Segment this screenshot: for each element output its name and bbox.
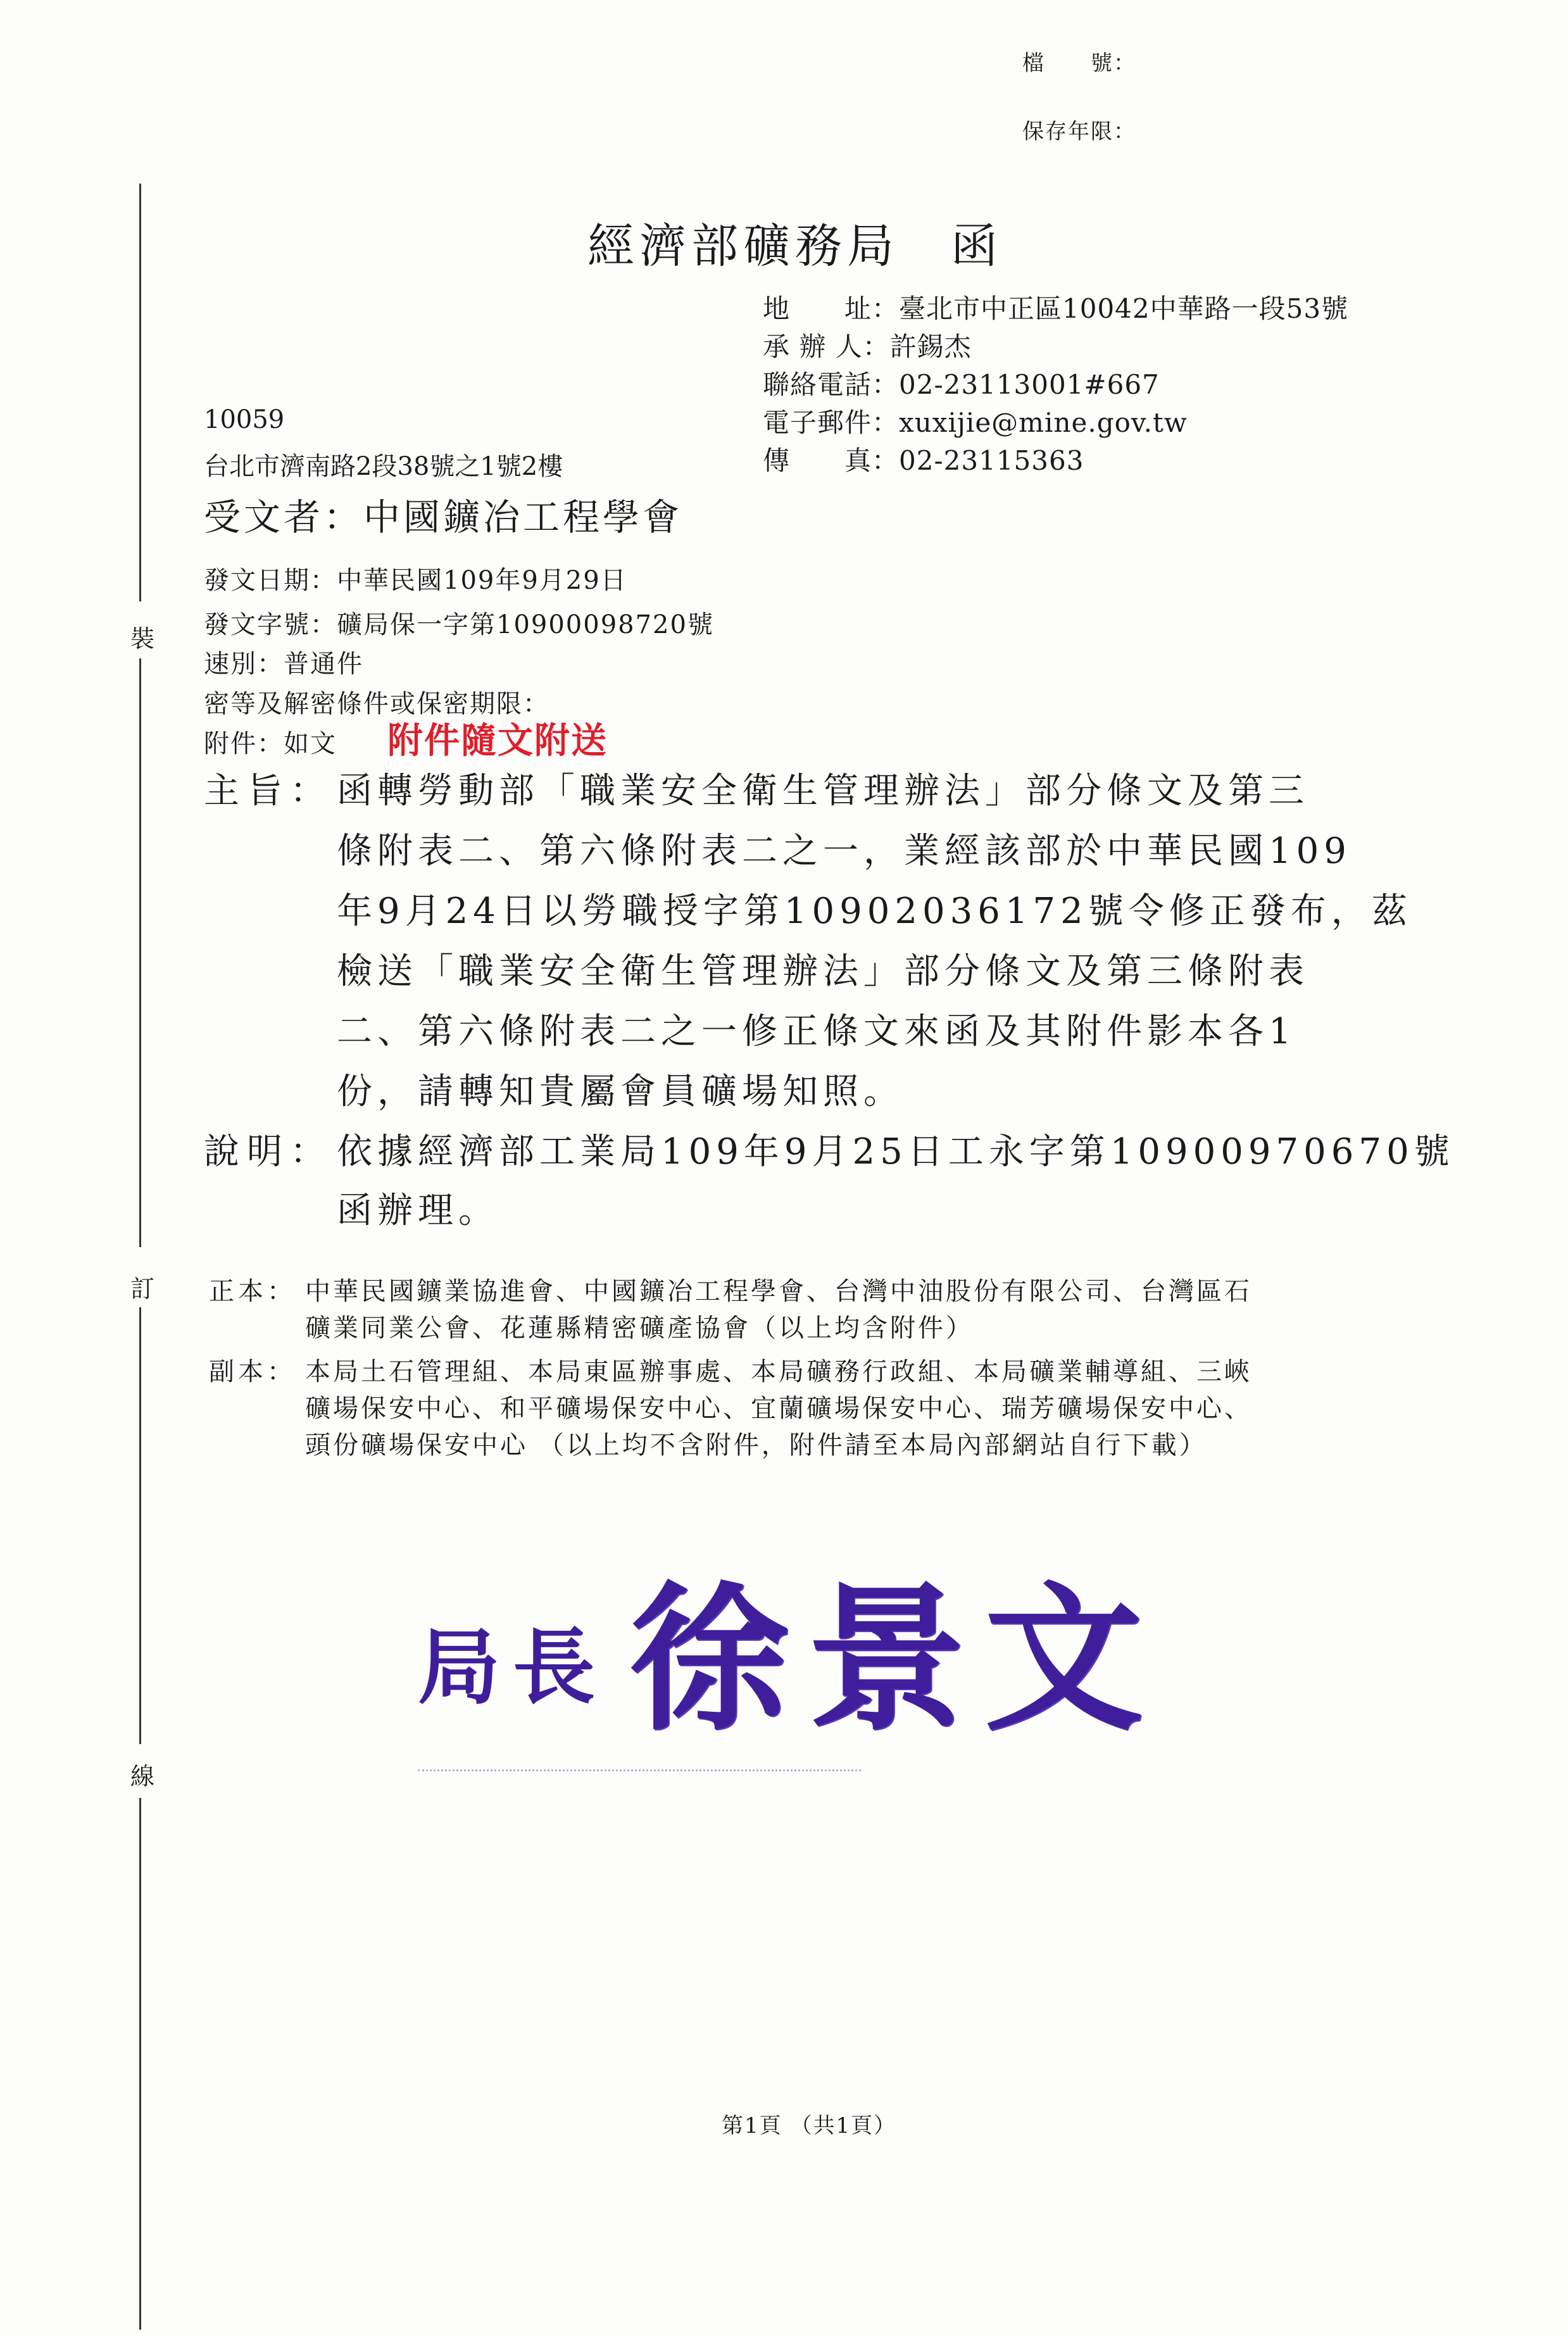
binding-line — [127, 184, 165, 2336]
explanation-line: 函辦理。 — [337, 1190, 499, 1231]
handler-value: 許錫杰 — [889, 331, 972, 362]
handler-label: 承 辦 人： — [763, 331, 890, 362]
subject-line: 函轉勞動部「職業安全衛生管理辦法」部分條文及第三 — [337, 770, 1309, 812]
recipient-line: 受文者：中國鑛冶工程學會 — [204, 496, 683, 539]
document-number: 發文字號：礦局保一字第10900098720號 — [204, 610, 714, 639]
stamp-bleed-line — [418, 1769, 861, 1774]
signature-title: 局長 — [418, 1619, 608, 1716]
explanation-line: 依據經濟部工業局109年9月25日工永字第10900970670號 — [337, 1131, 1455, 1172]
issue-date: 發文日期：中華民國109年9月29日 — [204, 566, 627, 595]
address-value: 臺北市中正區10042中華路一段53號 — [899, 293, 1349, 324]
attachment-label: 附件：如文 — [204, 729, 337, 758]
explanation-label: 說明： — [204, 1131, 333, 1172]
fax-value: 02-23115363 — [899, 445, 1084, 476]
delivery-speed: 速別：普通件 — [204, 650, 363, 679]
email-label: 電子郵件： — [763, 407, 900, 438]
subject-line: 年9月24日以勞職授字第10902036172號令修正發布，茲 — [337, 891, 1412, 932]
document-title: 經濟部礦務局 函 — [587, 219, 1003, 273]
secrecy-level: 密等及解密條件或保密期限： — [204, 689, 549, 719]
subject-label: 主旨： — [204, 770, 333, 812]
page-number: 第1頁 （共1頁） — [722, 2113, 897, 2138]
binding-char-xian: 線 — [130, 1762, 155, 1790]
phone-value: 02-23113001#667 — [899, 369, 1160, 400]
file-number-label: 檔 號： — [1022, 51, 1136, 76]
fax-label: 傳 真： — [763, 445, 900, 476]
main-recipients-label: 正本： — [209, 1277, 296, 1306]
address-label: 地 址： — [763, 293, 900, 324]
binding-char-ding: 訂 — [130, 1275, 155, 1303]
retention-label: 保存年限： — [1022, 119, 1136, 144]
attachment-stamp-note: 附件隨文附送 — [387, 720, 608, 762]
main-recipients-line: 中華民國鑛業協進會、中國鑛冶工程學會、台灣中油股份有限公司、台灣區石 — [305, 1277, 1252, 1306]
copy-recipients-line: 本局土石管理組、本局東區辦事處、本局礦務行政組、本局礦業輔導組、三峽 — [305, 1357, 1252, 1386]
main-recipients-line: 礦業同業公會、花蓮縣精密礦產協會（以上均含附件） — [305, 1314, 974, 1343]
subject-line: 條附表二、第六條附表二之一，業經該部於中華民國109 — [337, 831, 1352, 872]
copy-recipients-line: 頭份礦場保安中心 （以上均不含附件，附件請至本局內部網站自行下載） — [305, 1431, 1207, 1460]
copy-recipients-line: 礦場保安中心、和平礦場保安中心、宜蘭礦場保安中心、瑞芳礦場保安中心、 — [305, 1394, 1252, 1423]
recipient-address: 台北市濟南路2段38號之1號2樓 — [204, 452, 563, 481]
subject-line: 二、第六條附表二之一修正條文來函及其附件影本各1 — [337, 1011, 1296, 1052]
recipient-postal-code: 10059 — [204, 405, 285, 434]
subject-line: 份，請轉知貴屬會員礦場知照。 — [337, 1071, 904, 1112]
signature-name: 徐景文 — [630, 1566, 1162, 1752]
subject-line: 檢送「職業安全衛生管理辦法」部分條文及第三條附表 — [337, 951, 1309, 992]
copy-recipients-label: 副本： — [209, 1357, 296, 1386]
binding-char-zhuang: 裝 — [130, 625, 155, 653]
email-value: xuxijie@mine.gov.tw — [899, 407, 1188, 438]
phone-label: 聯絡電話： — [763, 369, 900, 400]
